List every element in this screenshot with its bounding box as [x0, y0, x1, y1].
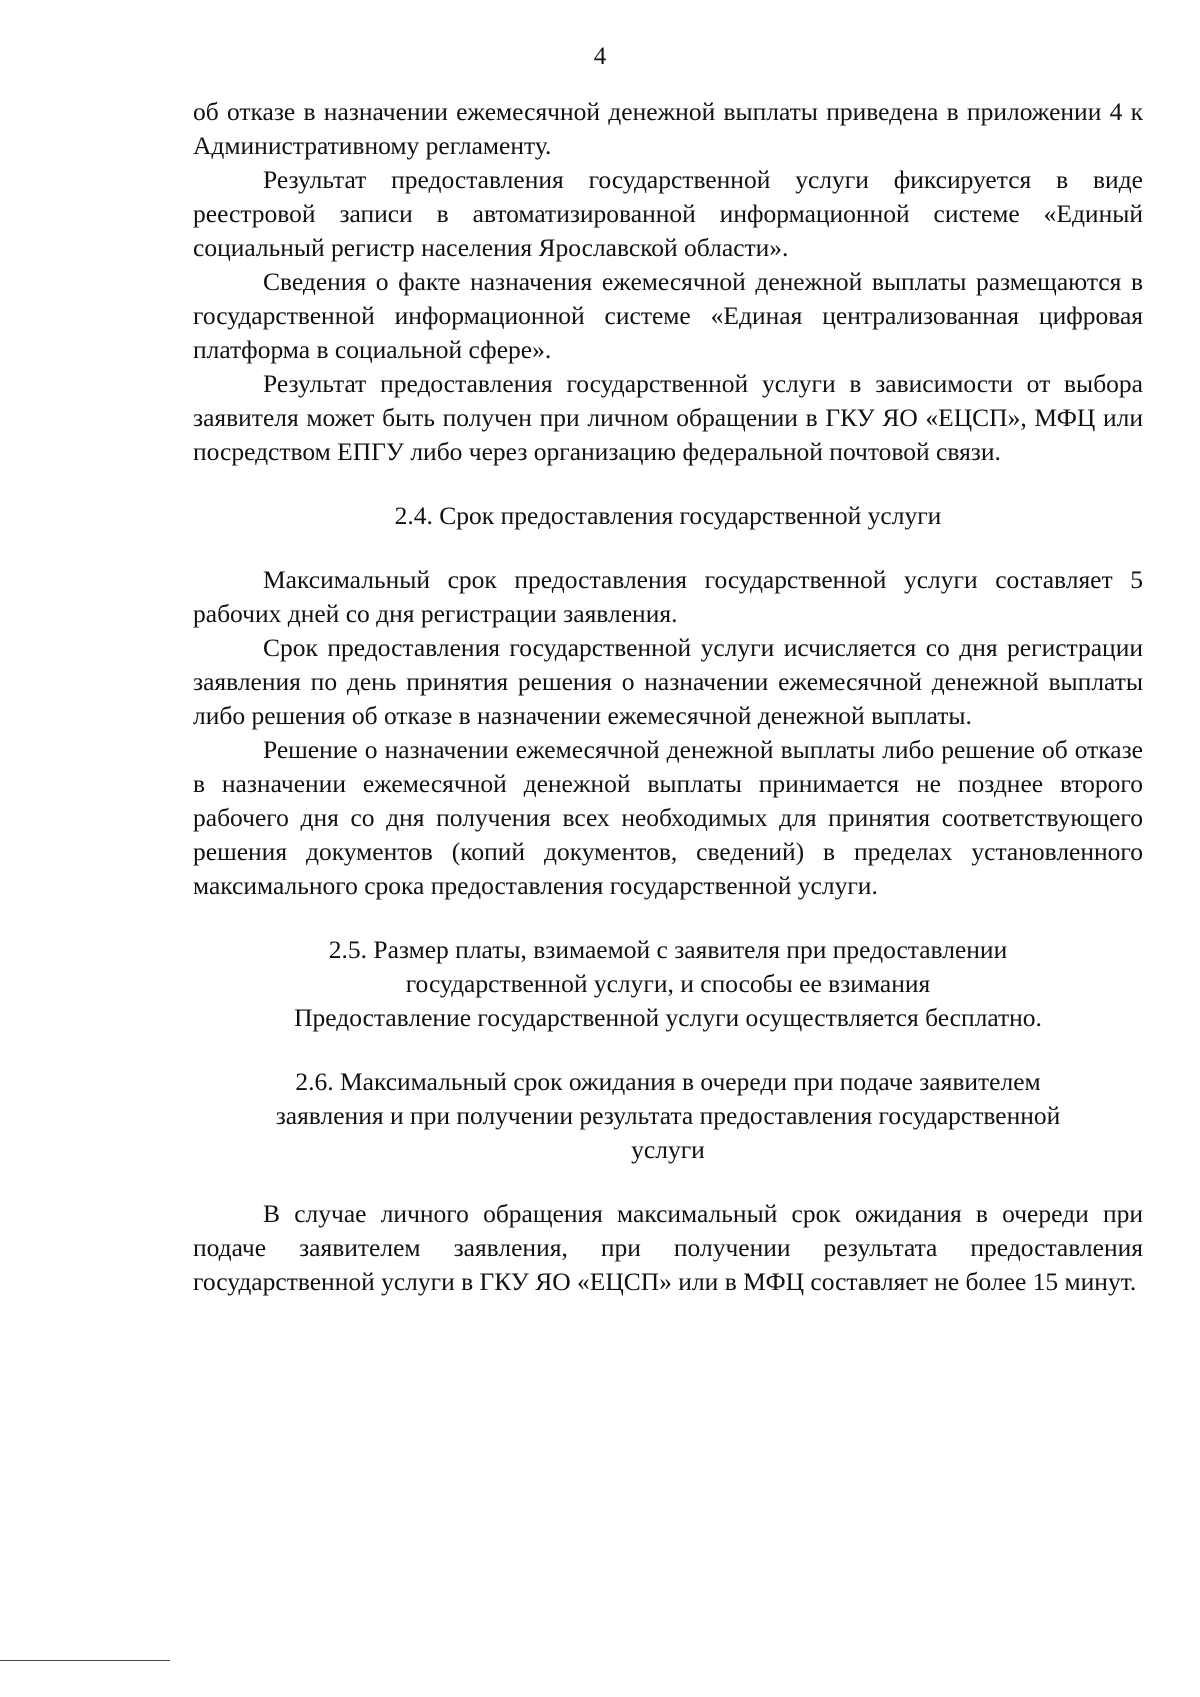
section-2-4-heading: 2.4. Срок предоставления государственной услуги	[394, 501, 942, 530]
section-2-6-heading-line-1: 2.6. Максимальный срок ожидания в очереди при подаче заявителем	[295, 1067, 1041, 1096]
paragraph-term-calculation: Срок предоставления государственной услуги исчисляется со дня регистрации заявления по день принятия решения о назначении ежемесячной денежной выплаты либо решения об отказе в назначении ежемесячной денежной выплаты.	[193, 633, 1143, 730]
section-2-5-heading-line-1: 2.5. Размер платы, взимаемой с заявителя при предоставлении	[328, 935, 1008, 964]
paragraph-result-registry: Результат предоставления государственной услуги фиксируется в виде реестровой записи в автоматизированной информационной системе «Единый социальный регистр населения Ярославской области».	[193, 165, 1143, 262]
paragraph-queue-wait: В случае личного обращения максимальный срок ожидания в очереди при подаче заявителем заявления, при получении результата предоставления государственной услуги в ГКУ ЯО «ЕЦСП» или в МФЦ составляет не более 15 минут.	[193, 1199, 1143, 1296]
footnote-rule	[0, 1660, 170, 1661]
paragraph-refusal-form: об отказе в назначении ежемесячной денежной выплаты приведена в приложении 4 к Административному регламенту.	[193, 97, 1143, 160]
section-2-6-heading-line-2: заявления и при получении результата предоставления государственной	[275, 1101, 1061, 1130]
paragraph-info-platform: Сведения о факте назначения ежемесячной денежной выплаты размещаются в государственной информационной системе «Единая централизованная цифровая платформа в социальной сфере».	[193, 267, 1143, 364]
paragraph-free-of-charge: Предоставление государственной услуги осуществляется бесплатно.	[294, 1003, 1042, 1032]
paragraph-decision-deadline: Решение о назначении ежемесячной денежной выплаты либо решение об отказе в назначении ежемесячной денежной выплаты принимается не позднее второго рабочего дня со дня получения всех необходимых для принятия соответствующего решения документов (копий документов, сведений) в пределах установленного максимального срока предоставления государственной услуги.	[193, 735, 1143, 900]
paragraph-result-delivery: Результат предоставления государственной услуги в зависимости от выбора заявителя может быть получен при личном обращении в ГКУ ЯО «ЕЦСП», МФЦ или посредством ЕПГУ либо через организацию федеральной почтовой связи.	[193, 369, 1143, 466]
page-number: 4	[593, 43, 607, 70]
document-body	[193, 95, 1143, 1299]
paragraph-max-term: Максимальный срок предоставления государственной услуги составляет 5 рабочих дней со дня регистрации заявления.	[193, 565, 1143, 628]
section-2-5-heading-line-2: государственной услуги, и способы ее взимания	[405, 969, 931, 998]
section-2-5-heading	[193, 933, 1143, 1001]
section-2-6-heading-line-3: услуги	[631, 1135, 705, 1164]
section-2-4-body	[193, 563, 1143, 903]
section-2-6-heading	[193, 1065, 1143, 1167]
